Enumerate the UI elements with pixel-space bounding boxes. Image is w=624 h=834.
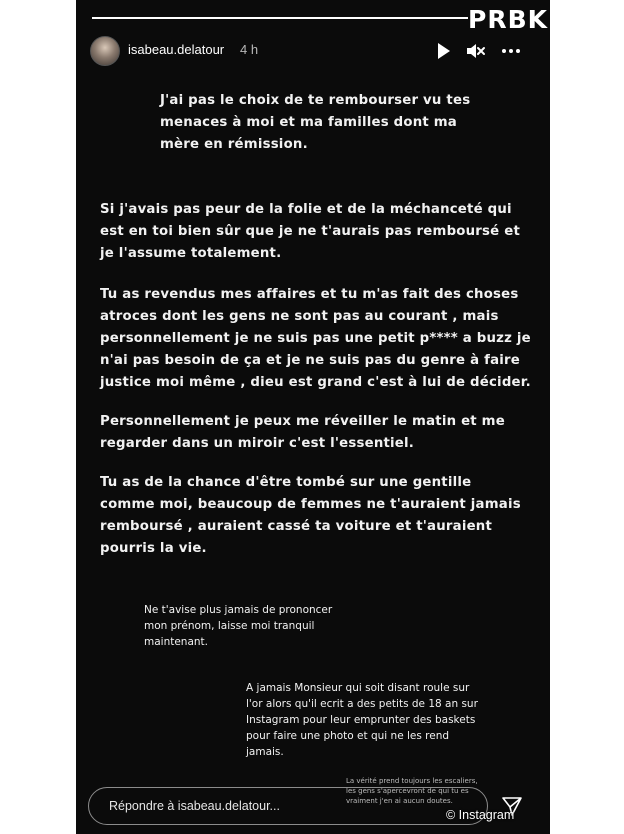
- more-options-icon[interactable]: [500, 40, 522, 62]
- story-paragraph: Personnellement je peux me réveiller le matin et me regarder dans un miroir c'est l'essentiel.: [100, 414, 505, 451]
- story-viewer: [76, 0, 550, 834]
- username[interactable]: isabeau.delatour: [128, 42, 225, 57]
- reply-placeholder: Répondre à isabeau.delatour...: [109, 799, 280, 813]
- story-paragraph: J'ai pas le choix de te rembourser vu tes menaces à moi et ma familles dont ma mère en rémission.: [160, 93, 471, 152]
- story-tiny-note: La vérité prend toujours les escaliers, les gens s'apercevront de qui tu es vraiment j'en ai aucun doutes.: [346, 777, 478, 805]
- story-note: Ne t'avise plus jamais de prononcer mon prénom, laisse moi tranquil maintenant.: [144, 604, 333, 648]
- story-paragraph: Tu as de la chance d'être tombé sur une gentille comme moi, beaucoup de femmes ne t'auraient jamais remboursé , auraient cassé ta voiture et t'auraient pourris la vie.: [100, 475, 521, 556]
- story-progress-fill: [92, 17, 532, 19]
- story-progress-bar: [92, 17, 532, 19]
- muted-speaker-icon[interactable]: [464, 40, 486, 62]
- avatar[interactable]: [90, 36, 120, 66]
- prbk-logo: PRBK: [468, 2, 536, 38]
- story-paragraph: Si j'avais pas peur de la folie et de la méchanceté qui est en toi bien sûr que je ne t'aurais pas remboursé et je l'assume totalement.: [100, 202, 520, 261]
- play-icon[interactable]: [432, 40, 454, 62]
- instagram-credit: © Instagram: [446, 808, 515, 822]
- story-note: A jamais Monsieur qui soit disant roule sur l'or alors qu'il ecrit a des petits de 18 an sur Instagram pour leur emprunter des baskets pour faire une photo et qui ne les rend jamais.: [246, 682, 478, 758]
- story-timestamp: 4 h: [240, 42, 259, 57]
- reply-input[interactable]: [88, 787, 488, 825]
- story-paragraph: Tu as revendus mes affaires et tu m'as fait des choses atroces dont les gens ne sont pas au courant , mais personnellement je ne suis pas une petit p**** a buzz je n'ai pas besoin de ça et je ne suis pas du genre à faire justice moi même , dieu est grand c'est à lui de décider.: [100, 287, 531, 390]
